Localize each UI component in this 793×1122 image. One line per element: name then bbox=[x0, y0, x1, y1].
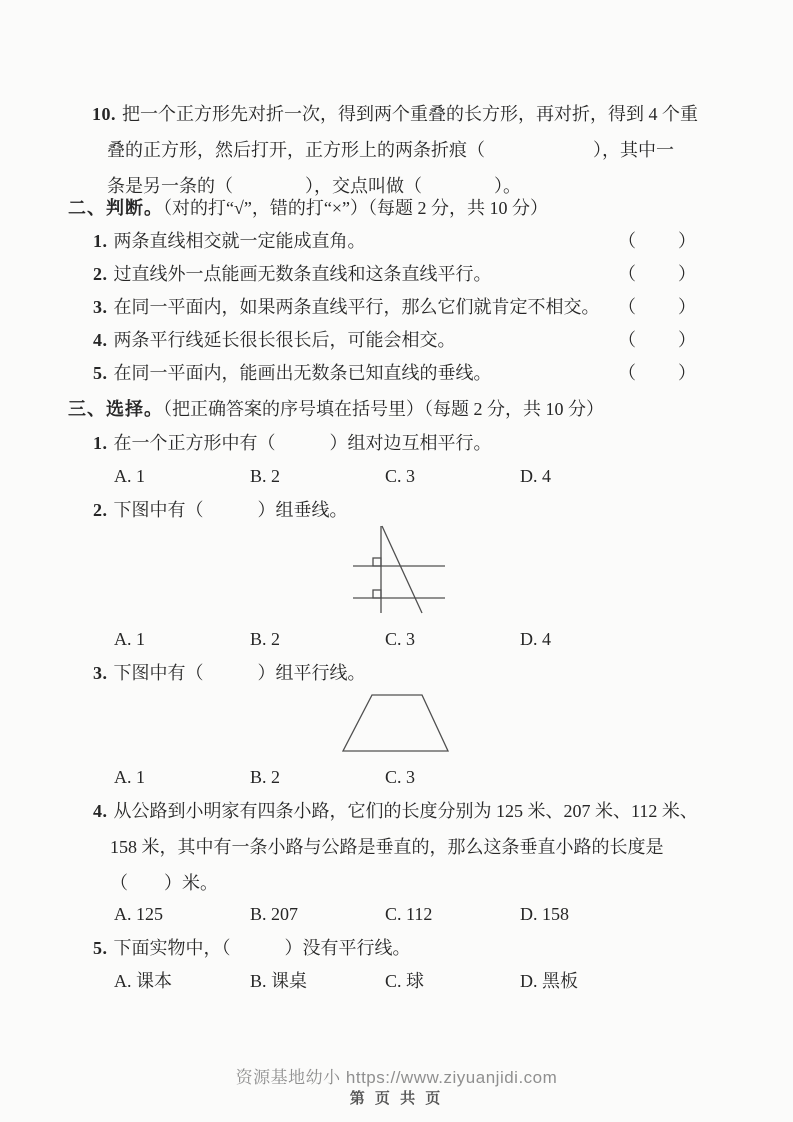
judgment-item-2-answer-blank: （ ） bbox=[618, 264, 698, 284]
judgment-item-5 bbox=[93, 362, 492, 384]
option-d: D. 158 bbox=[520, 904, 569, 924]
judgment-item-1 bbox=[93, 230, 366, 252]
judgment-item-2-text: 过直线外一点能画无数条直线和这条直线平行。 bbox=[113, 264, 492, 284]
choice-question-5-number: 5. bbox=[93, 938, 108, 958]
judgment-item-4-number: 4. bbox=[93, 330, 108, 350]
choice-question-4-line-3 bbox=[110, 872, 218, 894]
option-a: A. 1 bbox=[114, 466, 145, 486]
option-d: D. 4 bbox=[520, 466, 551, 486]
choice-question-1-text: 在一个正方形中有（ ）组对边互相平行。 bbox=[113, 433, 492, 453]
judgment-item-4-text: 两条平行线延长很长很长后，可能会相交。 bbox=[113, 330, 456, 350]
choice-question-4-text-2: 158 米，其中有一条小路与公路是垂直的，那么这条垂直小路的长度是 bbox=[110, 837, 664, 857]
footer-site-text: 资源基地幼小 https://www.ziyuanjidi.com bbox=[235, 1068, 558, 1087]
choice-question-3-text: 下图中有（ ）组平行线。 bbox=[113, 663, 366, 683]
judgment-item-5-text: 在同一平面内，能画出无数条已知直线的垂线。 bbox=[113, 363, 492, 383]
judgment-item-3-number: 3. bbox=[93, 297, 108, 317]
choice-question-3-number: 3. bbox=[93, 663, 108, 683]
choice-question-1 bbox=[93, 432, 492, 454]
choice-question-5 bbox=[93, 937, 411, 959]
judgment-item-5-answer-blank: （ ） bbox=[618, 363, 698, 383]
question-10-text-3: 条是另一条的（ ），交点叫做（ ）。 bbox=[107, 176, 521, 196]
option-b: B. 2 bbox=[250, 466, 281, 486]
question-10-number: 10. bbox=[92, 104, 116, 124]
option-a: A. 课本 bbox=[114, 971, 172, 991]
trapezoid-shape bbox=[343, 695, 448, 751]
option-a: A. 1 bbox=[114, 767, 145, 787]
judgment-item-2 bbox=[93, 263, 492, 285]
option-d: D. 4 bbox=[520, 629, 551, 649]
footer-page-label: 第 页 共 页 bbox=[349, 1090, 444, 1107]
question-10-line-2 bbox=[107, 139, 674, 161]
right-angle-mark-1 bbox=[373, 558, 381, 566]
section-judgment-note: （对的打“√”，错的打“×”）（每题 2 分，共 10 分） bbox=[163, 198, 548, 218]
judgment-item-1-number: 1. bbox=[93, 231, 108, 251]
perpendicular-lines-figure bbox=[345, 517, 455, 622]
right-angle-mark-2 bbox=[373, 590, 381, 598]
question-10-text-2: 叠的正方形，然后打开，正方形上的两条折痕（ ），其中一 bbox=[107, 140, 674, 160]
section-choice-note: （把正确答案的序号填在括号里）（每题 2 分，共 10 分） bbox=[163, 399, 604, 419]
judgment-item-1-text: 两条直线相交就一定能成直角。 bbox=[113, 231, 366, 251]
judgment-item-5-number: 5. bbox=[93, 363, 108, 383]
option-b: B. 2 bbox=[250, 629, 281, 649]
choice-question-4-line-1 bbox=[93, 800, 698, 822]
question-10-line-3 bbox=[107, 175, 521, 197]
option-a: A. 1 bbox=[114, 629, 145, 649]
choice-question-5-text: 下面实物中，（ ）没有平行线。 bbox=[113, 938, 411, 958]
option-c: C. 3 bbox=[385, 767, 416, 787]
question-10-text-1: 把一个正方形先对折一次，得到两个重叠的长方形，再对折，得到 4 个重 bbox=[122, 104, 698, 124]
judgment-item-4-answer-blank: （ ） bbox=[618, 330, 698, 350]
section-judgment-heading bbox=[68, 197, 548, 219]
choice-question-2 bbox=[93, 499, 348, 521]
choice-question-4-line-2 bbox=[110, 836, 664, 858]
section-choice-heading bbox=[68, 398, 604, 420]
choice-question-4-text-1: 从公路到小明家有四条小路，它们的长度分别为 125 米、207 米、112 米、 bbox=[113, 801, 698, 821]
diagonal-line bbox=[382, 526, 422, 613]
question-10-line-1 bbox=[92, 103, 698, 125]
judgment-item-3-text: 在同一平面内，如果两条直线平行，那么它们就肯定不相交。 bbox=[113, 297, 600, 317]
choice-question-2-text: 下图中有（ ）组垂线。 bbox=[113, 500, 348, 520]
judgment-item-3-answer-blank: （ ） bbox=[618, 297, 698, 317]
judgment-item-4 bbox=[93, 329, 456, 351]
judgment-item-3 bbox=[93, 296, 600, 318]
choice-question-4-text-3: （ ）米。 bbox=[110, 873, 218, 893]
option-d: D. 黑板 bbox=[520, 971, 578, 991]
option-c: C. 3 bbox=[385, 629, 416, 649]
trapezoid-figure bbox=[335, 689, 460, 762]
choice-question-4-number: 4. bbox=[93, 801, 108, 821]
choice-question-2-number: 2. bbox=[93, 500, 108, 520]
choice-question-3 bbox=[93, 662, 366, 684]
judgment-item-2-number: 2. bbox=[93, 264, 108, 284]
option-b: B. 课桌 bbox=[250, 971, 308, 991]
option-b: B. 2 bbox=[250, 767, 281, 787]
option-c: C. 3 bbox=[385, 466, 416, 486]
judgment-item-1-answer-blank: （ ） bbox=[618, 231, 698, 251]
option-c: C. 112 bbox=[385, 904, 433, 924]
option-b: B. 207 bbox=[250, 904, 299, 924]
option-c: C. 球 bbox=[385, 971, 425, 991]
option-a: A. 125 bbox=[114, 904, 163, 924]
choice-question-1-number: 1. bbox=[93, 433, 108, 453]
section-judgment-title: 二、判断。 bbox=[68, 198, 163, 218]
section-choice-title: 三、选择。 bbox=[68, 399, 163, 419]
